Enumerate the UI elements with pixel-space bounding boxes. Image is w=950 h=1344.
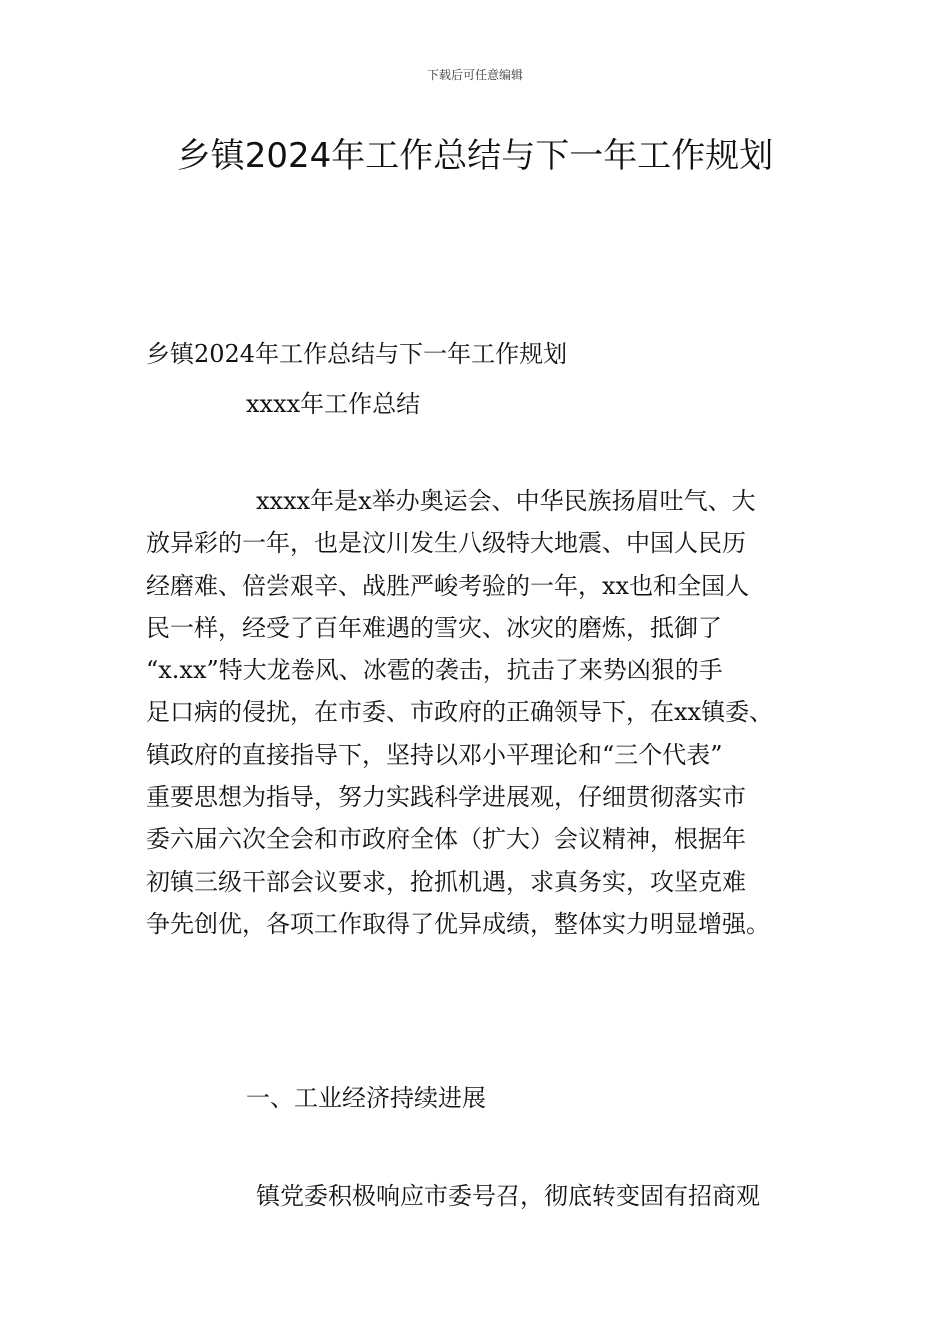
document-subtitle: 乡镇2024年工作总结与下一年工作规划 xyxy=(146,340,568,368)
paragraph-line: 初镇三级干部会议要求，抢抓机遇，求真务实，攻坚克难 xyxy=(146,867,746,896)
paragraph-line: 经磨难、倍尝艰辛、战胜严峻考验的一年，xx也和全国人 xyxy=(146,571,750,600)
summary-heading: xxxx年工作总结 xyxy=(246,390,421,418)
document-title: 乡镇2024年工作总结与下一年工作规划 xyxy=(176,136,774,176)
paragraph-line: 镇政府的直接指导下，坚持以邓小平理论和“三个代表” xyxy=(146,740,723,769)
paragraph-line: 足口病的侵扰，在市委、市政府的正确领导下，在xx镇委、 xyxy=(146,698,774,727)
paragraph-line: 重要思想为指导，努力实践科学进展观，仔细贯彻落实市 xyxy=(146,783,746,812)
section-one-paragraph: 镇党委积极响应市委号召，彻底转变固有招商观 xyxy=(256,1182,760,1210)
paragraph-line: 民一样，经受了百年难遇的雪灾、冰灾的磨炼，抵御了 xyxy=(146,613,722,642)
intro-paragraph xyxy=(146,480,836,945)
header-note: 下载后可任意编辑 xyxy=(426,68,523,82)
paragraph-line: 委六届六次全会和市政府全体（扩大）会议精神，根据年 xyxy=(146,825,746,854)
section-one-heading: 一、工业经济持续进展 xyxy=(246,1084,486,1112)
paragraph-line: 放异彩的一年，也是汶川发生八级特大地震、中国人民历 xyxy=(146,529,746,558)
paragraph-line: xxxx年是x举办奥运会、中华民族扬眉吐气、大 xyxy=(256,487,756,515)
paragraph-line: “x.xx”特大龙卷风、冰雹的袭击，抗击了来势凶狠的手 xyxy=(146,656,723,685)
paragraph-line: 争先创优，各项工作取得了优异成绩，整体实力明显增强。 xyxy=(146,909,770,938)
